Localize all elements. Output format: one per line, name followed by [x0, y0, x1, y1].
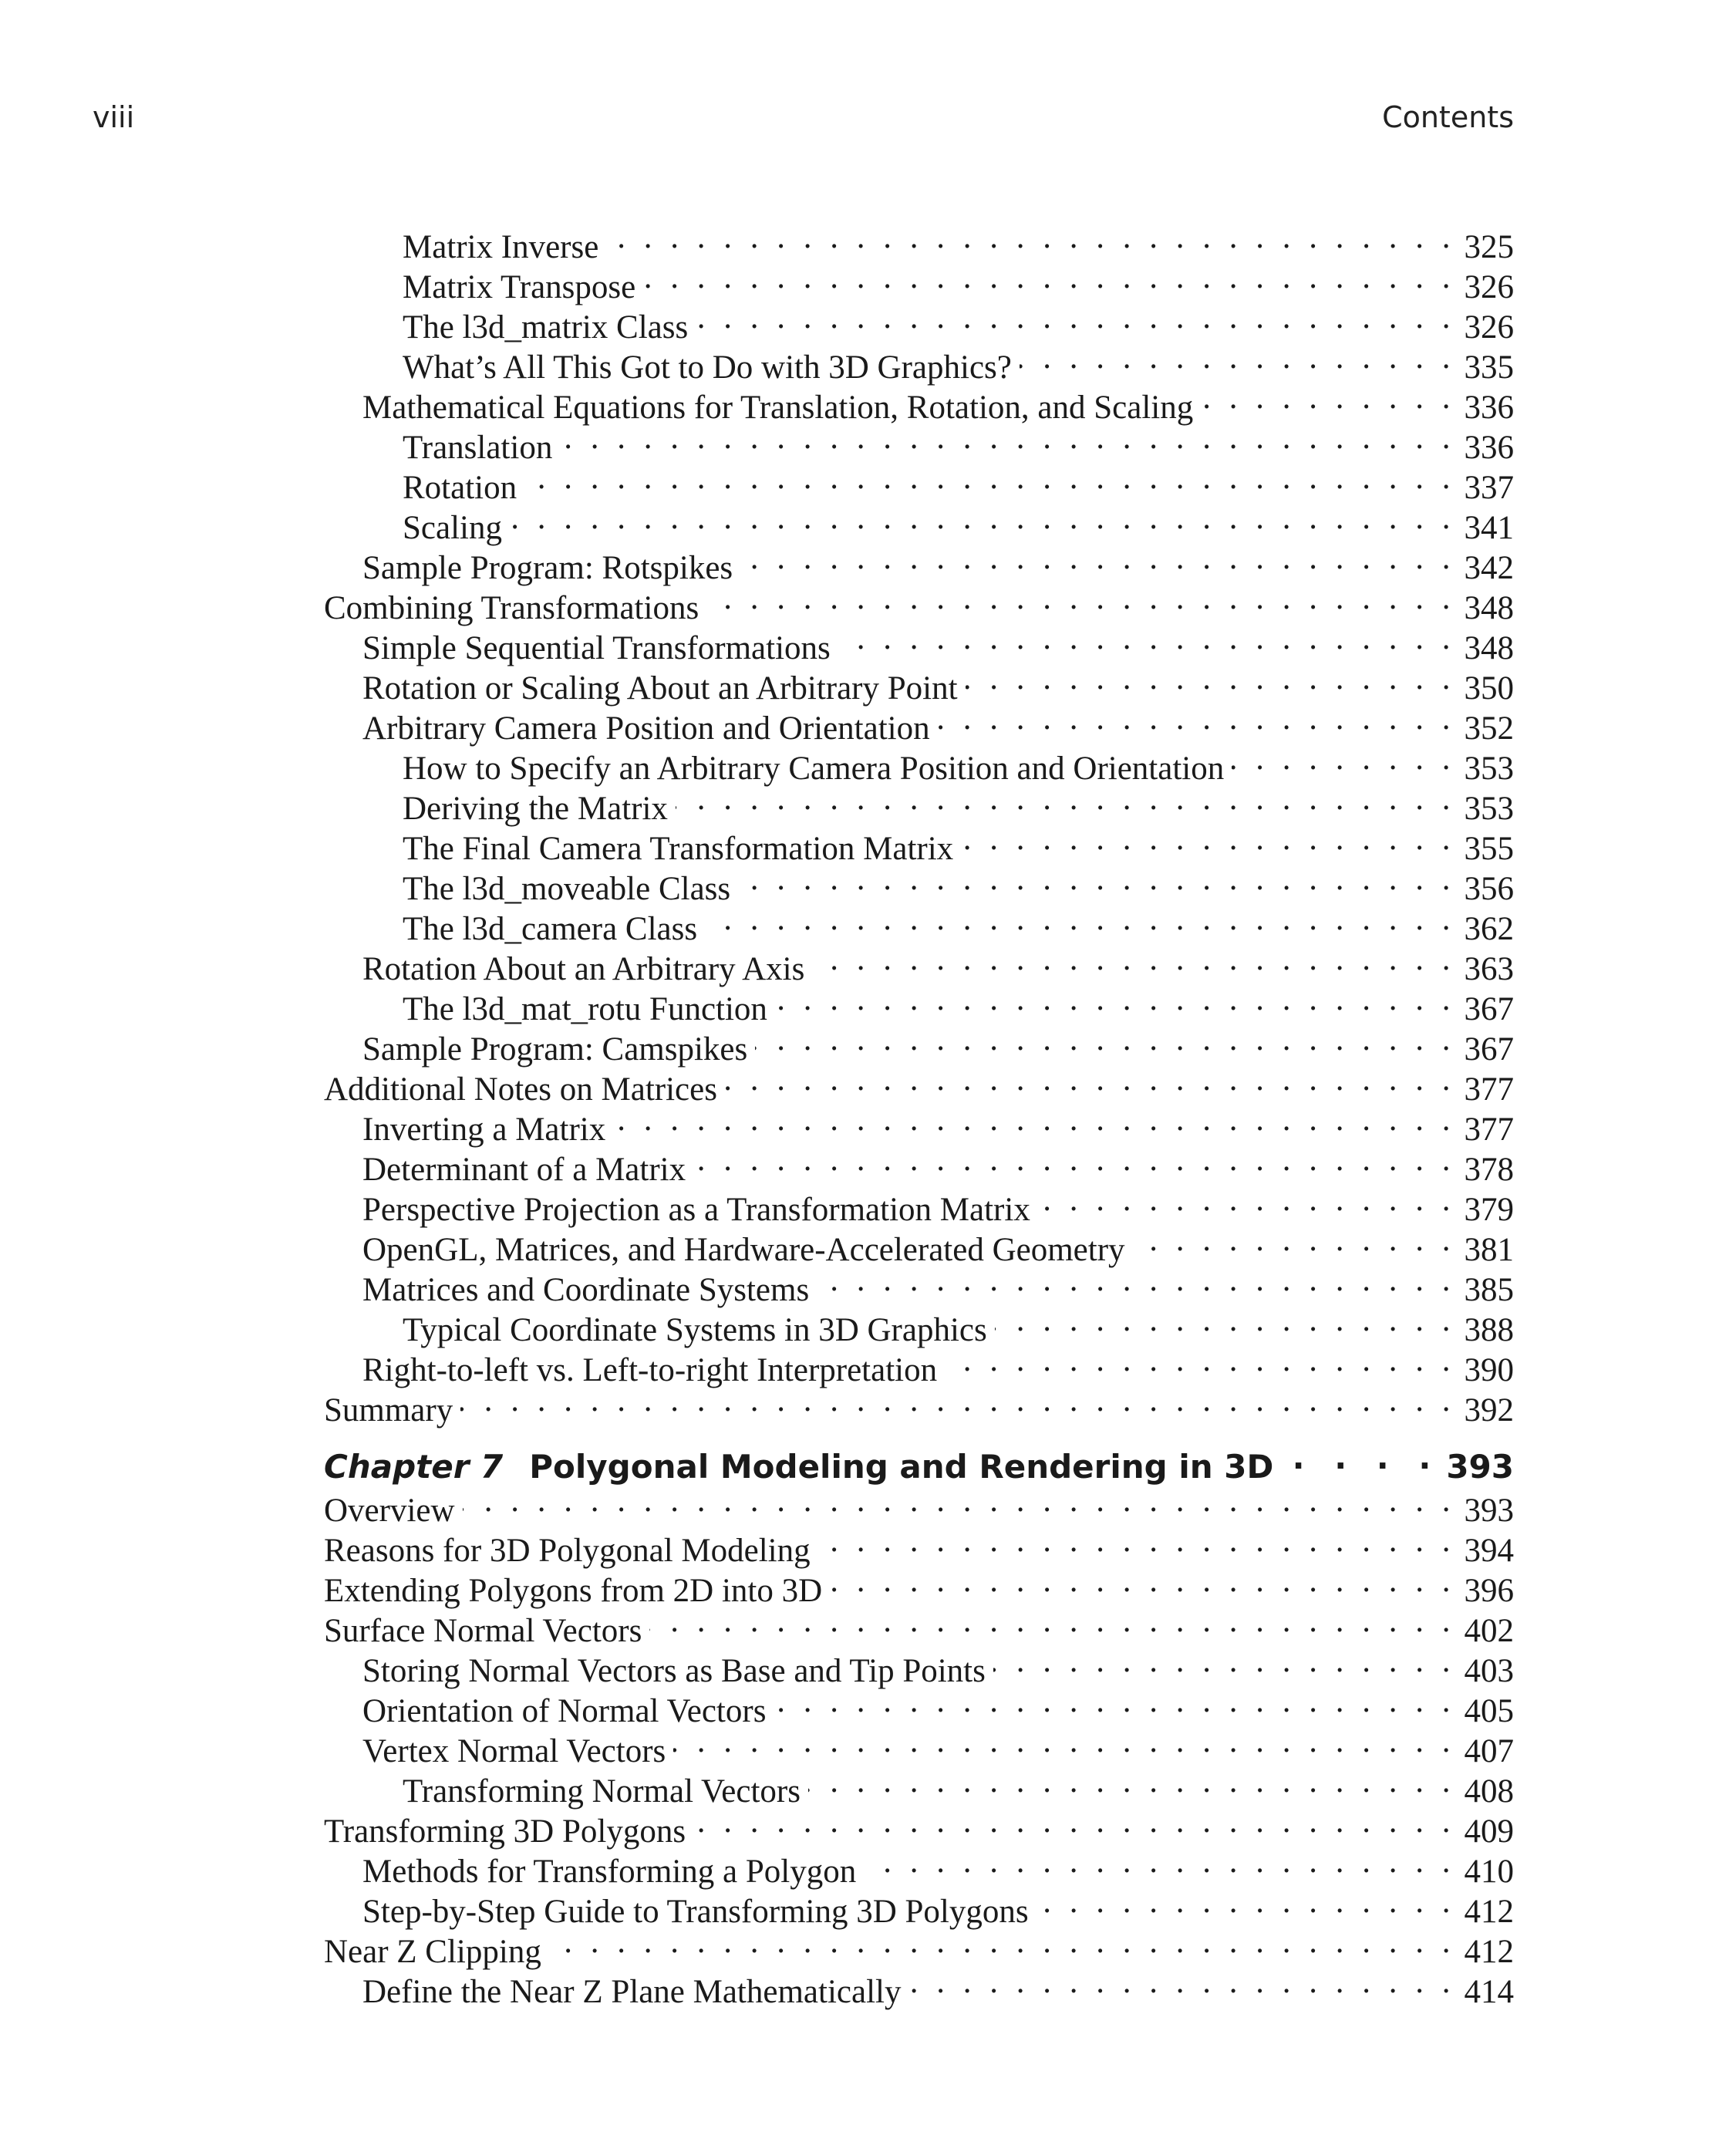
dot-leader	[510, 498, 1455, 538]
toc-entry-page: 410	[1464, 1854, 1514, 1890]
toc-entry-page: 396	[1464, 1573, 1514, 1609]
chapter-heading	[324, 1438, 1514, 1486]
dot-leader	[738, 859, 1455, 899]
toc-entry-title: Sample Program: Camspikes	[362, 1031, 748, 1068]
dot-leader	[1201, 378, 1455, 418]
toc-entry-page: 336	[1464, 390, 1514, 426]
dot-leader	[1284, 1438, 1440, 1478]
chapter-title: Polygonal Modeling and Rendering in 3D	[529, 1448, 1274, 1486]
dot-leader	[673, 1722, 1455, 1762]
dot-leader	[705, 899, 1455, 939]
dot-leader	[460, 1381, 1455, 1421]
dot-leader	[549, 1922, 1455, 1962]
toc-entry-title: How to Specify an Arbitrary Camera Position and Orientation	[403, 751, 1225, 787]
toc-entry-page: 348	[1464, 630, 1514, 666]
page-number: viii	[93, 100, 135, 134]
toc-entry	[324, 1381, 1514, 1429]
toc-entry-title: Surface Normal Vectors	[324, 1613, 642, 1649]
dot-leader	[1232, 739, 1455, 779]
toc-entry-page: 394	[1464, 1533, 1514, 1569]
toc-entry-page: 353	[1464, 791, 1514, 827]
toc-entry-page: 348	[1464, 590, 1514, 626]
toc-entry-title: The l3d_moveable Class	[403, 871, 731, 907]
dot-leader	[817, 1260, 1455, 1300]
toc-entry-title: Summary	[324, 1392, 453, 1429]
toc-entry-page: 336	[1464, 430, 1514, 466]
dot-leader	[961, 819, 1455, 859]
toc-entry-title: Simple Sequential Transformations	[362, 630, 831, 666]
dot-leader	[1037, 1882, 1455, 1922]
toc-entry-title: Determinant of a Matrix	[362, 1152, 686, 1188]
chapter-label: Chapter 7	[324, 1448, 504, 1486]
toc-entry-title: Rotation About an Arbitrary Axis	[362, 951, 805, 987]
toc-entry-page: 392	[1464, 1392, 1514, 1429]
dot-leader	[818, 1521, 1455, 1561]
running-head: Contents	[1382, 100, 1514, 134]
toc-entry	[324, 1481, 1514, 1529]
dot-leader	[524, 458, 1455, 498]
toc-entry-page: 353	[1464, 751, 1514, 787]
toc-entry-title: Near Z Clipping	[324, 1934, 541, 1970]
table-of-contents	[324, 218, 1514, 2010]
dot-leader	[1038, 1180, 1455, 1220]
dot-leader	[706, 579, 1455, 619]
dot-leader	[864, 1842, 1455, 1882]
toc-entry-title: Rotation	[403, 470, 517, 506]
toc-entry-title: Perspective Projection as a Transformation Matrix	[362, 1192, 1030, 1228]
toc-entry-title: Extending Polygons from 2D into 3D	[324, 1573, 823, 1609]
toc-entry-title: Combining Transformations	[324, 590, 699, 626]
dot-leader	[938, 699, 1455, 739]
toc-entry-title: Define the Near Z Plane Mathematically	[362, 1974, 902, 2010]
toc-entry-page: 342	[1464, 550, 1514, 586]
dot-leader	[606, 218, 1455, 258]
toc-entry-page: 363	[1464, 951, 1514, 987]
dot-leader	[693, 1802, 1455, 1842]
dot-leader	[993, 1641, 1455, 1682]
toc-entry	[324, 1521, 1514, 1569]
toc-entry	[324, 538, 1514, 586]
toc-entry-page: 350	[1464, 670, 1514, 707]
dot-leader	[774, 1682, 1455, 1722]
chapter-page: 393	[1446, 1448, 1514, 1486]
dot-leader	[908, 1962, 1455, 2002]
toc-entry-page: 402	[1464, 1613, 1514, 1649]
toc-entry-page: 390	[1464, 1352, 1514, 1388]
toc-entry-page: 388	[1464, 1312, 1514, 1348]
toc-entry-page: 381	[1464, 1232, 1514, 1268]
dot-leader	[613, 1100, 1455, 1140]
toc-entry-title: Step-by-Step Guide to Transforming 3D Polygons	[362, 1894, 1029, 1930]
dot-leader	[775, 980, 1455, 1020]
toc-entry-title: Deriving the Matrix	[403, 791, 668, 827]
dot-leader	[560, 418, 1455, 458]
toc-entry-page: 326	[1464, 269, 1514, 305]
toc-entry-title: The l3d_mat_rotu Function	[403, 991, 767, 1027]
toc-entry	[324, 218, 1514, 265]
toc-entry-page: 377	[1464, 1071, 1514, 1108]
toc-entry-title: The Final Camera Transformation Matrix	[403, 831, 954, 867]
toc-entry-title: Matrix Transpose	[403, 269, 636, 305]
toc-entry-title: Orientation of Normal Vectors	[362, 1693, 767, 1729]
toc-entry-title: Typical Coordinate Systems in 3D Graphics	[403, 1312, 987, 1348]
toc-entry-page: 414	[1464, 1974, 1514, 2010]
dot-leader	[812, 939, 1455, 980]
toc-entry-page: 325	[1464, 229, 1514, 265]
dot-leader	[740, 538, 1455, 579]
toc-entry-title: Arbitrary Camera Position and Orientation	[362, 710, 930, 747]
toc-entry-page: 407	[1464, 1733, 1514, 1769]
toc-entry-title: Overview	[324, 1493, 455, 1529]
toc-entry-title: Storing Normal Vectors as Base and Tip Points	[362, 1653, 986, 1689]
toc-entry-title: Translation	[403, 430, 553, 466]
toc-entry-page: 355	[1464, 831, 1514, 867]
toc-entry-title: The l3d_camera Class	[403, 911, 698, 947]
dot-leader	[945, 1341, 1455, 1381]
dot-leader	[808, 1762, 1455, 1802]
dot-leader	[676, 779, 1455, 819]
toc-entry-page: 335	[1464, 349, 1514, 386]
dot-leader	[725, 1060, 1455, 1100]
toc-entry-page: 337	[1464, 470, 1514, 506]
toc-entry-title: Reasons for 3D Polygonal Modeling	[324, 1533, 811, 1569]
dot-leader	[696, 298, 1455, 338]
toc-entry-page: 408	[1464, 1773, 1514, 1810]
toc-entry-title: OpenGL, Matrices, and Hardware-Accelerated Geometry	[362, 1232, 1125, 1268]
toc-entry-title: Additional Notes on Matrices	[324, 1071, 717, 1108]
toc-entry-page: 403	[1464, 1653, 1514, 1689]
toc-entry-title: Methods for Transforming a Polygon	[362, 1854, 857, 1890]
dot-leader	[830, 1561, 1455, 1601]
toc-entry-page: 356	[1464, 871, 1514, 907]
dot-leader	[755, 1020, 1455, 1060]
toc-entry-title: The l3d_matrix Class	[403, 309, 689, 346]
toc-entry-page: 352	[1464, 710, 1514, 747]
toc-entry-title: Matrices and Coordinate Systems	[362, 1272, 810, 1308]
toc-entry-title: What’s All This Got to Do with 3D Graphics?	[403, 349, 1012, 386]
dot-leader	[838, 619, 1455, 659]
dot-leader	[643, 258, 1455, 298]
toc-entry-page: 393	[1464, 1493, 1514, 1529]
toc-entry-page: 379	[1464, 1192, 1514, 1228]
toc-entry-page: 412	[1464, 1934, 1514, 1970]
toc-entry-title: Inverting a Matrix	[362, 1111, 606, 1148]
dot-leader	[1133, 1220, 1455, 1260]
toc-entry-title: Transforming Normal Vectors	[403, 1773, 801, 1810]
toc-entry-title: Transforming 3D Polygons	[324, 1813, 686, 1850]
toc-entry-page: 362	[1464, 911, 1514, 947]
toc-entry-title: Vertex Normal Vectors	[362, 1733, 666, 1769]
dot-leader	[649, 1601, 1455, 1641]
dot-leader	[463, 1481, 1455, 1521]
dot-leader	[693, 1140, 1455, 1180]
toc-entry-title: Mathematical Equations for Translation, Rotation, and Scaling	[362, 390, 1194, 426]
dot-leader	[1020, 338, 1455, 378]
toc-entry-page: 405	[1464, 1693, 1514, 1729]
toc-section-chapter-7	[324, 1481, 1514, 2010]
toc-entry-page: 341	[1464, 510, 1514, 546]
dot-leader	[995, 1300, 1455, 1341]
toc-entry-title: Scaling	[403, 510, 502, 546]
toc-entry-page: 385	[1464, 1272, 1514, 1308]
toc-entry-title: Rotation or Scaling About an Arbitrary Point	[362, 670, 958, 707]
toc-section-chapter-6	[324, 218, 1514, 1429]
toc-entry-title: Right-to-left vs. Left-to-right Interpretation	[362, 1352, 938, 1388]
toc-entry-page: 377	[1464, 1111, 1514, 1148]
toc-entry-page: 367	[1464, 1031, 1514, 1068]
toc-entry-page: 412	[1464, 1894, 1514, 1930]
toc-entry-page: 378	[1464, 1152, 1514, 1188]
dot-leader	[966, 659, 1455, 699]
toc-entry-page: 326	[1464, 309, 1514, 346]
page-header	[93, 100, 1514, 139]
toc-entry-page: 409	[1464, 1813, 1514, 1850]
toc-entry-title: Matrix Inverse	[403, 229, 599, 265]
toc-entry-title: Sample Program: Rotspikes	[362, 550, 733, 586]
toc-entry-page: 367	[1464, 991, 1514, 1027]
